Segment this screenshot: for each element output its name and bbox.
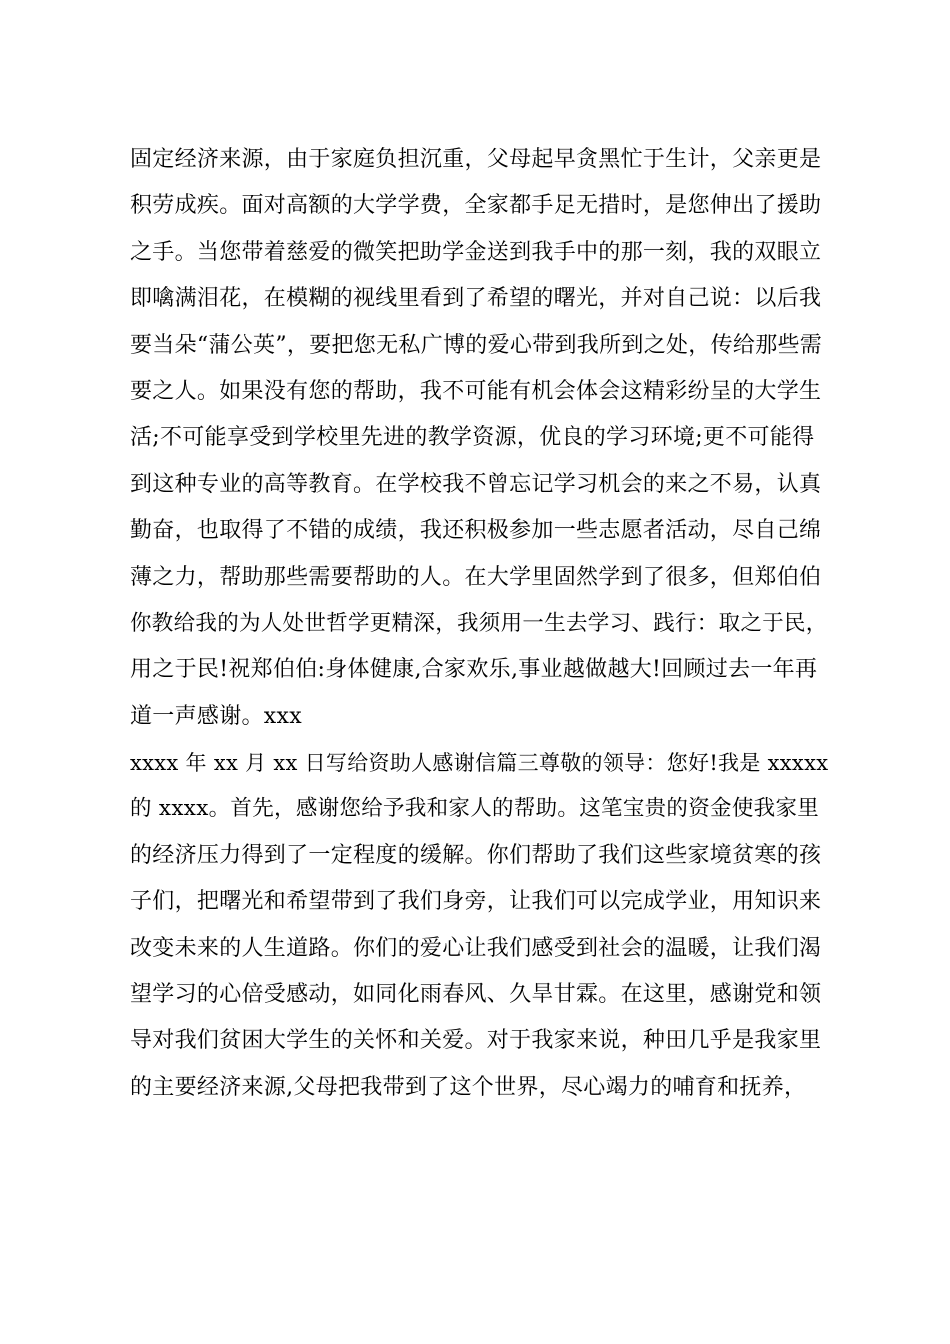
text-line-19: 望学习的心倍受感动，如同化雨春风、久旱甘霖。在这里，感谢党和领: [130, 982, 822, 1008]
text-line-8: 到这种专业的高等教育。在学校我不曾忘记学习机会的来之不易，认真: [130, 471, 822, 497]
text-line-4: 即噙满泪花，在模糊的视线里看到了希望的曙光，并对自己说：以后我: [130, 286, 822, 312]
text-line-10: 薄之力，帮助那些需要帮助的人。在大学里固然学到了很多，但郑伯伯: [130, 564, 822, 590]
text-line-3: 之手。当您带着慈爱的微笑把助学金送到我手中的那一刻，我的双眼立: [130, 239, 822, 265]
letter-body-text: [130, 137, 830, 1111]
text-line-17: 子们，把曙光和希望带到了我们身旁，让我们可以完成学业，用知识来: [130, 889, 822, 915]
text-line-18: 改变未来的人生道路。你们的爱心让我们感受到社会的温暖，让我们渴: [130, 935, 822, 961]
text-line-20: 导对我们贫困大学生的关怀和关爱。对于我家来说，种田几乎是我家里: [130, 1028, 822, 1054]
text-line-1: 固定经济来源，由于家庭负担沉重，父母起早贪黑忙于生计，父亲更是: [130, 147, 822, 172]
text-line-2: 积劳成疾。面对高额的大学学费，全家都手足无措时，是您伸出了援助: [130, 193, 822, 219]
text-line-5: 要当朵“蒲公英”，要把您无私广博的爱心带到我所到之处，传给那些需: [130, 332, 823, 358]
text-line-6: 要之人。如果没有您的帮助，我不可能有机会体会这精彩纷呈的大学生: [130, 378, 822, 404]
text-line-16: 的经济压力得到了一定程度的缓解。你们帮助了我们这些家境贫寒的孩: [130, 842, 822, 868]
text-line-21: 的主要经济来源,父母把我带到了这个世界，尽心竭力的哺育和抚养，: [130, 1074, 807, 1100]
text-line-7: 活;不可能享受到学校里先进的教学资源，优良的学习环境;更不可能得: [130, 425, 815, 451]
text-line-14: xxxx 年 xx 月 xx 日写给资助人感谢信篇三尊敬的领导：您好!我是 xxxxx: [130, 751, 829, 776]
text-line-12: 用之于民!祝郑伯伯:身体健康,合家欢乐,事业越做越大!回顾过去一年再: [130, 657, 818, 683]
text-line-11: 你教给我的为人处世哲学更精深，我须用一生去学习、践行：取之于民，: [130, 610, 828, 636]
text-line-13: 道一声感谢。xxx: [130, 703, 302, 729]
text-line-9: 勤奋，也取得了不错的成绩，我还积极参加一些志愿者活动，尽自己绵: [130, 518, 822, 544]
text-line-15: 的 xxxx。首先，感谢您给予我和家人的帮助。这笔宝贵的资金使我家里: [130, 796, 820, 822]
